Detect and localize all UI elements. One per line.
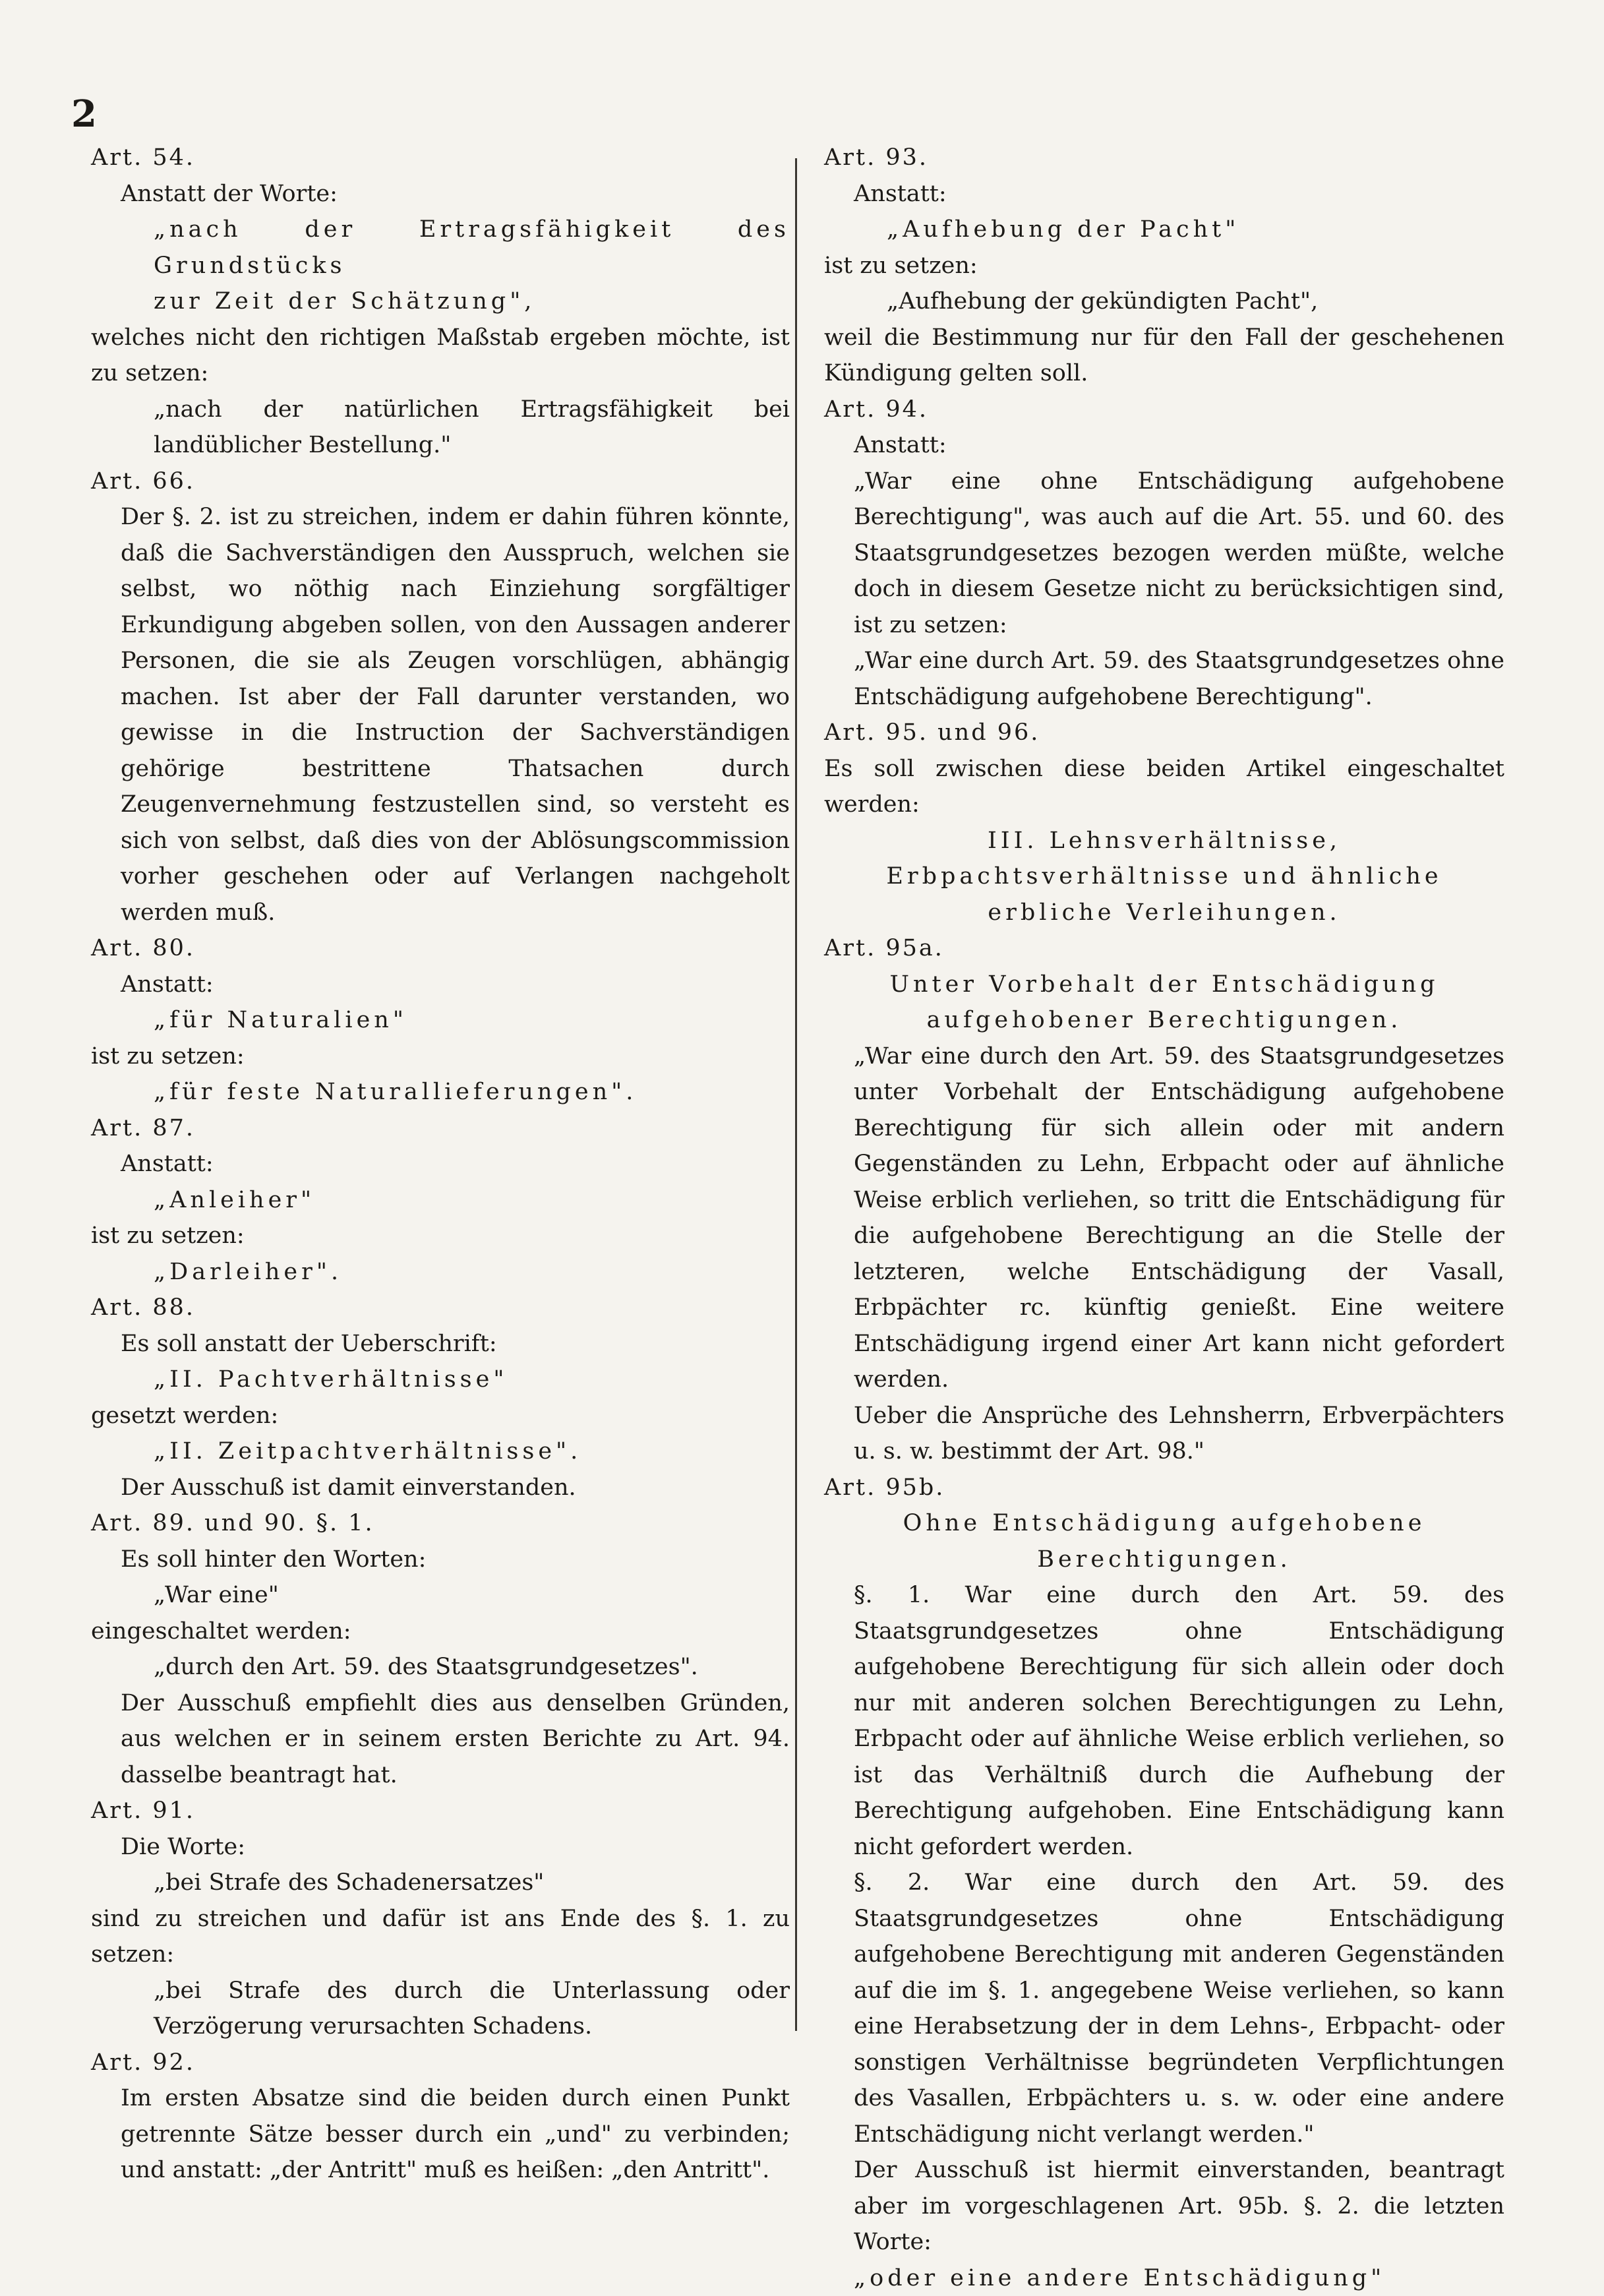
article-heading: Art. 80. <box>91 930 790 967</box>
article-heading: Art. 66. <box>91 464 790 500</box>
paragraph: ist zu setzen: <box>824 248 1504 284</box>
paragraph: Unter Vorbehalt der Entschädigung aufgehobener Berechtigungen. <box>824 967 1504 1039</box>
paragraph: „War eine ohne Entschädigung aufgehobene Berechtigung", was auch auf die Art. 55. und 60. des Staatsgrundgesetzes bezogen werden müßte, welche doch in diesem Gesetze nicht zu berücksichtigen sind, ist zu setzen: <box>824 464 1504 644</box>
paragraph: „für Naturalien" <box>91 1002 790 1039</box>
paragraph: „Darleiher". <box>91 1254 790 1290</box>
paragraph: „II. Pachtverhältnisse" <box>91 1362 790 1398</box>
paragraph: „Anleiher" <box>91 1182 790 1219</box>
column-divider <box>795 158 797 2031</box>
paragraph: welches nicht den richtigen Maßstab ergeben möchte, ist zu setzen: <box>91 320 790 392</box>
paragraph: „II. Zeitpachtverhältnisse". <box>91 1434 790 1470</box>
paragraph: Es soll hinter den Worten: <box>91 1542 790 1578</box>
paragraph: Im ersten Absatze sind die beiden durch einen Punkt getrennte Sätze besser durch ein „und" zu verbinden; und anstatt: „der Antritt" muß es heißen: „den Antritt". <box>91 2080 790 2189</box>
paragraph: „Aufhebung der Pacht" <box>824 212 1504 248</box>
article-heading: Art. 91. <box>91 1793 790 1829</box>
paragraph: „bei Strafe des durch die Unterlassung oder Verzögerung verursachten Schadens. <box>91 1973 790 2045</box>
paragraph: Der Ausschuß empfiehlt dies aus denselben Gründen, aus welchen er in seinem ersten Berichte zu Art. 94. dasselbe beantragt hat. <box>91 1685 790 1794</box>
article-heading: Art. 87. <box>91 1110 790 1147</box>
article-heading: Art. 95b. <box>824 1470 1504 1506</box>
paragraph: Ueber die Ansprüche des Lehnsherrn, Erbverpächters u. s. w. bestimmt der Art. 98." <box>824 1398 1504 1470</box>
paragraph: „War eine durch den Art. 59. des Staatsgrundgesetzes unter Vorbehalt der Entschädigung aufgehobene Berechtigung für sich allein oder mit andern Gegenständen zu Lehn, Erbpacht oder auf ähnliche Weise erblich verliehen, so tritt die Entschädigung für die aufgehobene Berechtigung an die Stelle der letzteren, welche Entschädigung der Vasall, Erbpächter rc. künftig genießt. Eine weitere Entschädigung irgend einer Art kann nicht gefordert werden. <box>824 1039 1504 1398</box>
paragraph: Es soll anstatt der Ueberschrift: <box>91 1326 790 1362</box>
article-heading: Art. 89. und 90. §. 1. <box>91 1505 790 1542</box>
left-column <box>91 140 790 2189</box>
paragraph: III. Lehnsverhältnisse, Erbpachtsverhältnisse und ähnliche erbliche Verleihungen. <box>824 823 1504 931</box>
paragraph: Der Ausschuß ist hiermit einverstanden, beantragt aber im vorgeschlagenen Art. 95b. §. 2. die letzten Worte: <box>824 2152 1504 2260</box>
paragraph: „War eine durch Art. 59. des Staatsgrundgesetzes ohne Entschädigung aufgehobene Berechtigung". <box>824 643 1504 715</box>
paragraph: „bei Strafe des Schadenersatzes" <box>91 1865 790 1901</box>
article-heading: Art. 93. <box>824 140 1504 176</box>
paragraph: gesetzt werden: <box>91 1398 790 1434</box>
paragraph: „durch den Art. 59. des Staatsgrundgesetzes". <box>91 1649 790 1685</box>
paragraph: Der §. 2. ist zu streichen, indem er dahin führen könnte, daß die Sachverständigen den Ausspruch, welchen sie selbst, wo nöthig nach Einziehung sorgfältiger Erkundigung abgeben sollen, von den Aussagen anderer Personen, die sie als Zeugen vorschlügen, abhängig machen. Ist aber der Fall darunter verstanden, wo gewisse in die Instruction der Sachverständigen gehörige bestrittene Thatsachen durch Zeugenvernehmung festzustellen sind, so versteht es sich von selbst, daß dies von der Ablösungscommission vorher geschehen oder auf Verlangen nachgeholt werden muß. <box>91 499 790 930</box>
article-heading: Art. 95a. <box>824 930 1504 967</box>
paragraph: „oder eine andere Entschädigung" <box>824 2260 1504 2296</box>
article-heading: Art. 88. <box>91 1290 790 1326</box>
paragraph: Anstatt: <box>91 967 790 1003</box>
article-heading: Art. 54. <box>91 140 790 176</box>
paragraph: eingeschaltet werden: <box>91 1614 790 1650</box>
paragraph: „für feste Naturallieferungen". <box>91 1074 790 1110</box>
paragraph: „nach der Ertragsfähigkeit des Grundstücks <box>91 212 790 284</box>
paragraph: sind zu streichen und dafür ist ans Ende des §. 1. zu setzen: <box>91 1901 790 1973</box>
article-heading: Art. 92. <box>91 2045 790 2081</box>
paragraph: Anstatt: <box>91 1146 790 1182</box>
paragraph: „War eine" <box>91 1577 790 1614</box>
article-heading: Art. 95. und 96. <box>824 715 1504 751</box>
paragraph: Die Worte: <box>91 1829 790 1865</box>
paragraph: §. 2. War eine durch den Art. 59. des Staatsgrundgesetzes ohne Entschädigung aufgehobene Berechtigung mit anderen Gegenständen auf die im §. 1. angegebene Weise verliehen, so kann eine Herabsetzung der in dem Lehns-, Erbpacht- oder sonstigen Verhältnisse begründeten Verpflichtungen des Vasallen, Erbpächters u. s. w. oder eine andere Entschädigung nicht verlangt werden." <box>824 1865 1504 2152</box>
paragraph: §. 1. War eine durch den Art. 59. des Staatsgrundgesetzes ohne Entschädigung aufgehobene Berechtigung für sich allein oder doch nur mit anderen solchen Berechtigungen zu Lehn, Erbpacht oder auf ähnliche Weise erblich verliehen, so ist das Verhältniß durch die Aufhebung der Berechtigung aufgehoben. Eine Entschädigung kann nicht gefordert werden. <box>824 1577 1504 1865</box>
paragraph: weil die Bestimmung nur für den Fall der geschehenen Kündigung gelten soll. <box>824 320 1504 392</box>
paragraph: ist zu setzen: <box>91 1039 790 1075</box>
paragraph: Anstatt: <box>824 176 1504 212</box>
article-heading: Art. 94. <box>824 392 1504 428</box>
paragraph: „nach der natürlichen Ertragsfähigkeit bei landüblicher Bestellung." <box>91 392 790 464</box>
paragraph: Der Ausschuß ist damit einverstanden. <box>91 1470 790 1506</box>
paragraph: ist zu setzen: <box>91 1218 790 1254</box>
paragraph: Anstatt der Worte: <box>91 176 790 212</box>
paragraph: „Aufhebung der gekündigten Pacht", <box>824 284 1504 320</box>
paragraph: zur Zeit der Schätzung", <box>91 284 790 320</box>
right-column <box>824 140 1504 2296</box>
page-number: 2 <box>71 92 97 136</box>
paragraph: Ohne Entschädigung aufgehobene Berechtigungen. <box>824 1505 1504 1577</box>
paragraph: Anstatt: <box>824 427 1504 464</box>
paragraph: Es soll zwischen diese beiden Artikel eingeschaltet werden: <box>824 751 1504 823</box>
